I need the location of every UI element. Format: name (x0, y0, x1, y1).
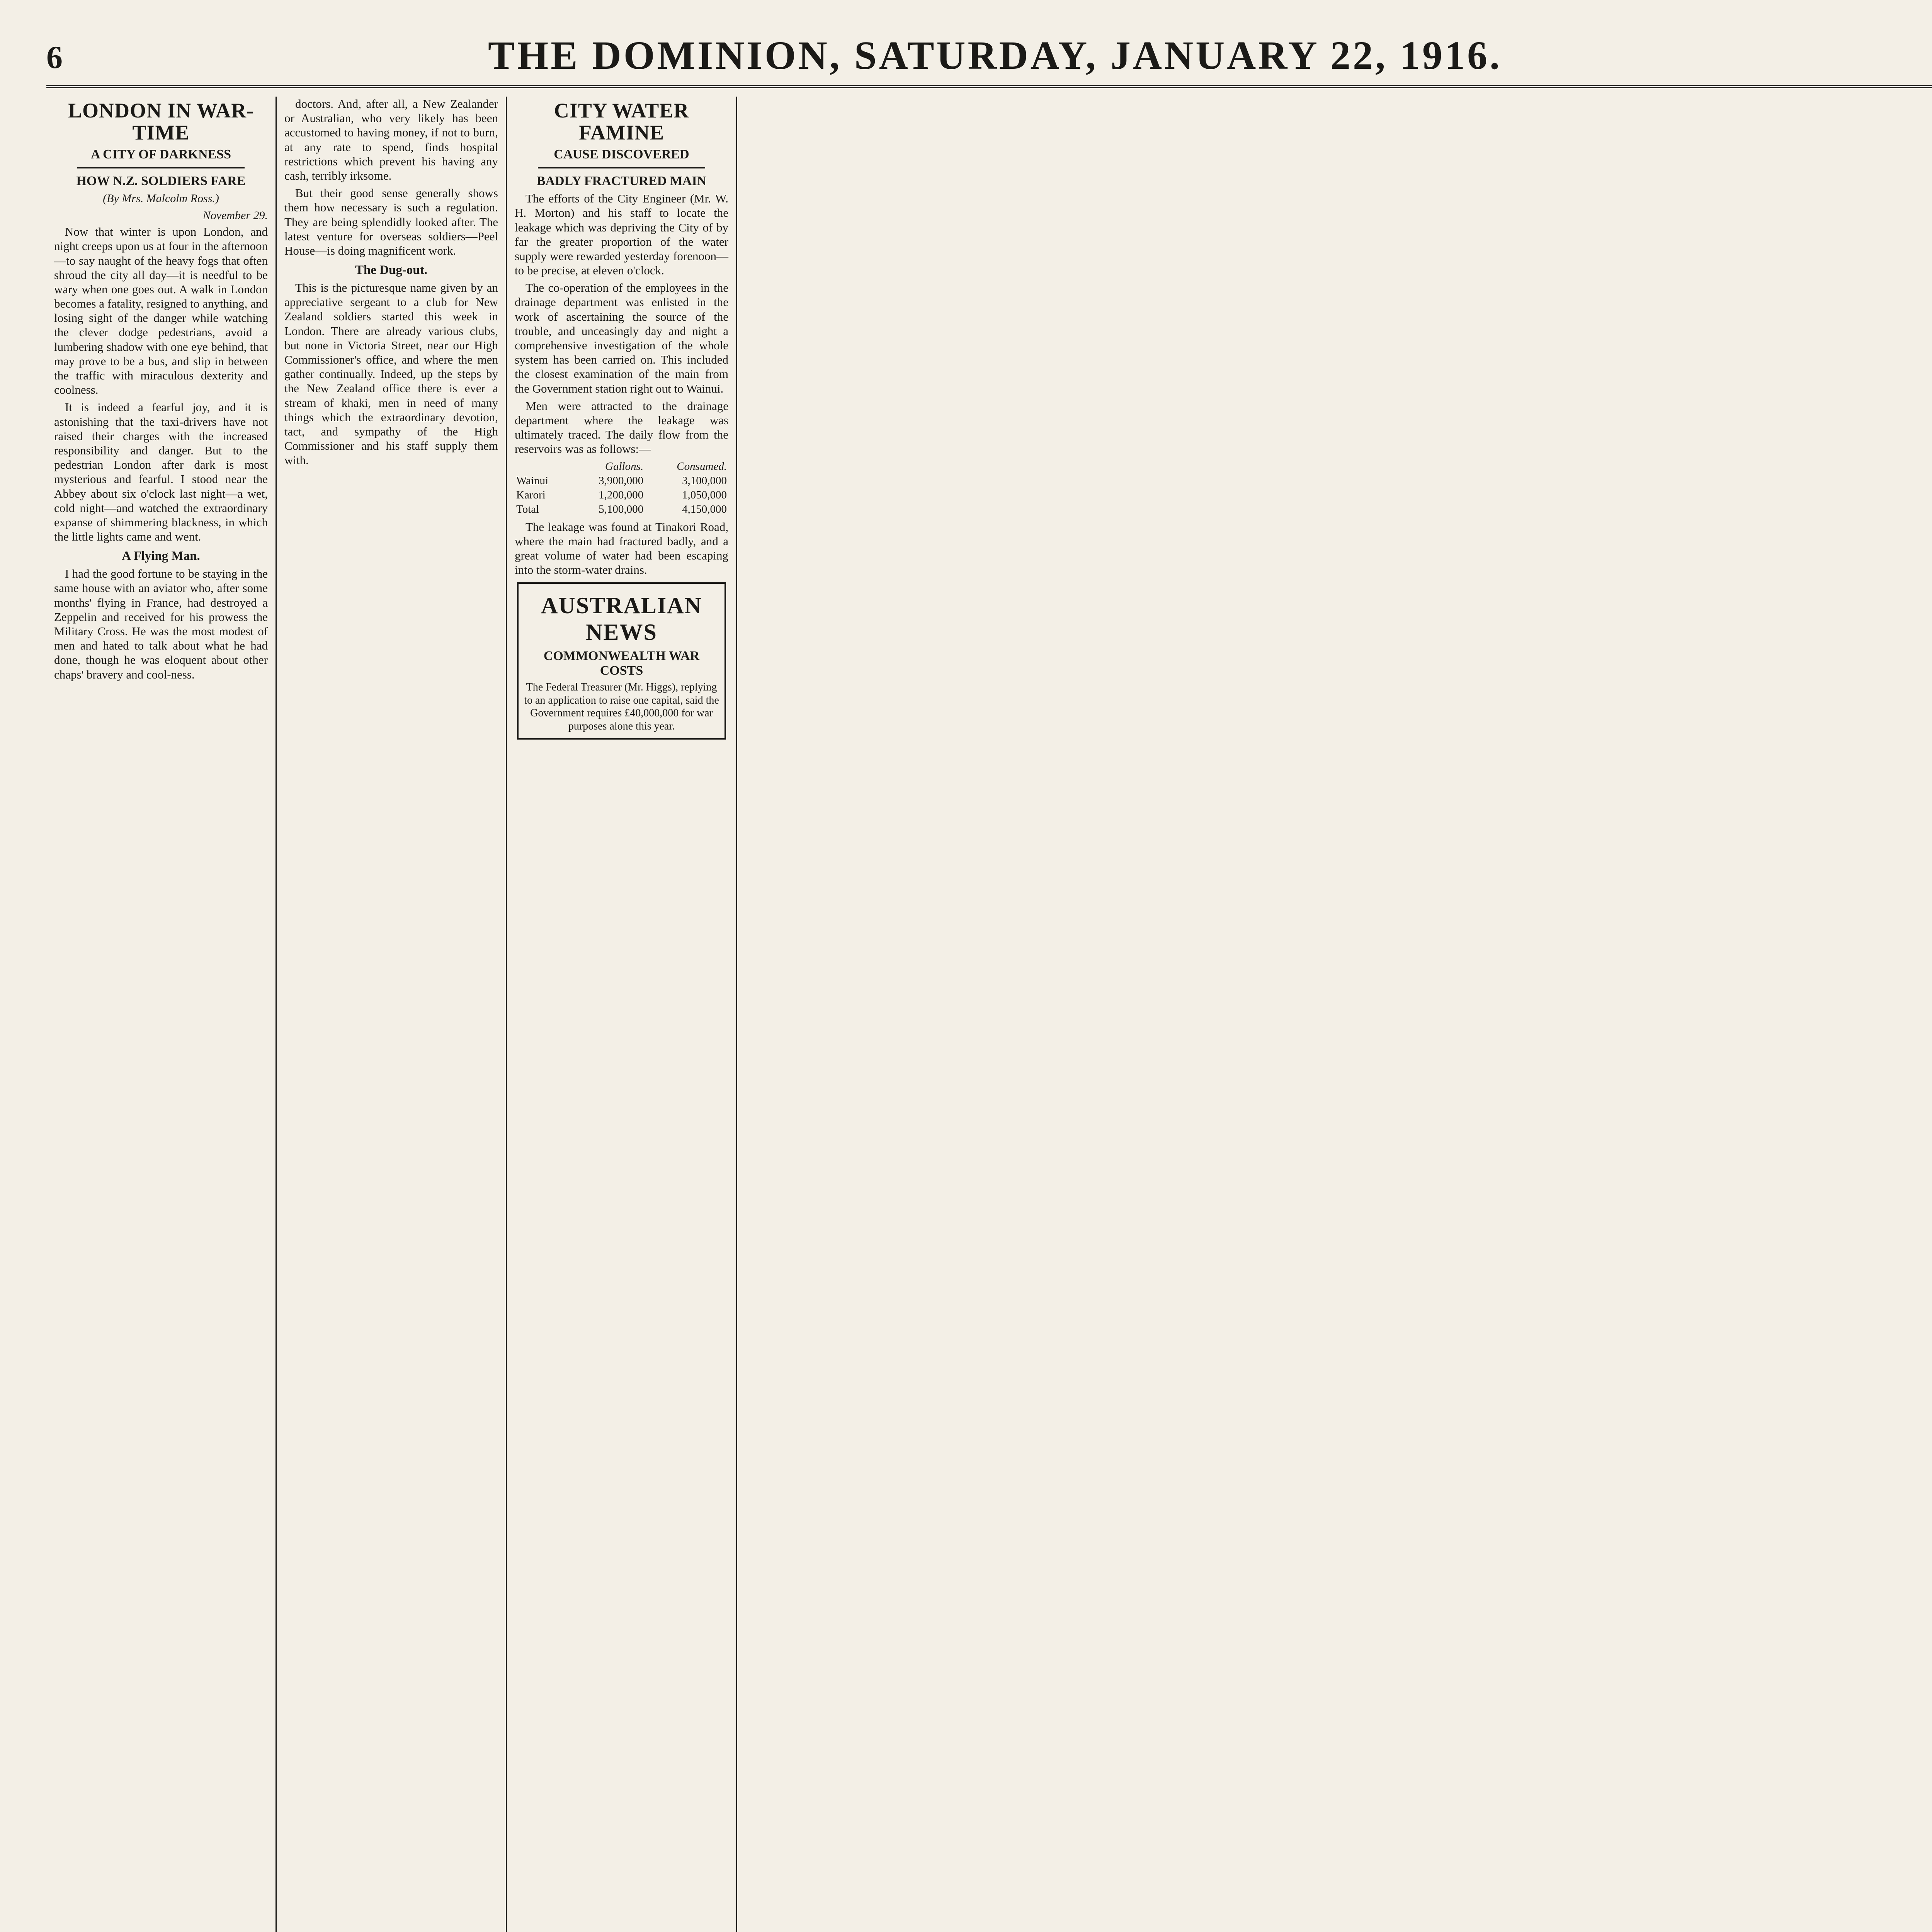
article-head-water: CITY WATER FAMINE (554, 99, 689, 144)
table-row: Total 5,100,000 4,150,000 (516, 503, 727, 515)
paragraph: I had the good fortune to be staying in the same house with an aviator who, after some months' flying in France, had destroyed a Zeppelin and received for his prowess the Military Cross. He was the most modest of men and hated to talk about what he had done, though he was eloquent about other chaps' bravery and cool-ness. (54, 567, 268, 681)
masthead (46, 27, 1932, 88)
article-sub-1: A CITY OF DARKNESS (90, 147, 231, 162)
ad-text: The Federal Treasurer (Mr. Higgs), replying to an application to raise one capital, said the Government requires £40,000,000 for war purposes alone this year. (524, 681, 719, 732)
paragraph: This is the picturesque name given by an appreciative sergeant to a club for New Zealand soldiers started this week in London. There are already various clubs, but none in Victoria Street, near our High Commissioner's office, and where the men gather continually. Indeed, up the steps by the New Zealand office there is ever a stream of khaki, men in need of many things which the extraordinary devotion, tact, and sympathy of the High Commissioner and his staff supply them with. (284, 281, 498, 467)
column-2 (277, 97, 507, 1932)
flow-table (515, 459, 728, 517)
byline: (By Mrs. Malcolm Ross.) (103, 192, 219, 205)
paragraph: But their good sense generally shows them how necessary is such a regulation. They are being splendidly looked after. The latest venture for overseas soldiers—Peel House—is doing magnificent work. (284, 186, 498, 257)
column-1 (46, 97, 277, 1932)
ad-title: AUSTRALIAN NEWS (541, 593, 702, 645)
paragraph: The co-operation of the employees in the drainage department was enlisted in the work of ascertaining the source of the trouble, and unceasingly day and night a comprehensive investigation of the whole system has been carried on. This included the closest examination of the main from the Government station right out to Wainui. (515, 281, 728, 395)
paragraph: Now that winter is upon London, and night creeps upon us at four in the afternoon—to say naught of the heavy fogs that often shroud the city all day—it is needful to be wary when one goes out. A walk in London becomes a fatality, resigned to anything, and losing sight of the danger while watching the clever dodge pedestrians, avoid a lumbering shadow with one eye behind, that may prove to be a bus, and slip in between the traffic with miraculous dexterity and coolness. (54, 225, 268, 397)
masthead-title: THE DOMINION, SATURDAY, JANUARY 22, 1916. (488, 33, 1502, 78)
article-sub-2: BADLY FRACTURED MAIN (536, 173, 707, 188)
table-row: Karori 1,200,000 1,050,000 (516, 488, 727, 501)
paragraph: doctors. And, after all, a New Zealander or Australian, who very likely has been accustomed to having money, if not to burn, at any rate to spend, finds hospital restrictions which prevent his having any cash, terribly irksome. (284, 97, 498, 182)
flow-header: Gallons. (605, 460, 644, 473)
subhead-dug-out: The Dug-out. (355, 263, 428, 277)
dateline: November 29. (202, 209, 268, 222)
flow-header: Consumed. (677, 460, 727, 473)
paragraph: It is indeed a fearful joy, and it is astonishing that the taxi-drivers have not raised their charges with the increased responsibility and danger. But to the pedestrian London after dark is most mysterious and fearful. I stood near the Abbey about six o'clock last night—a wet, cold night—and watched the extraordinary expanse of shimmering blackness, in which the little lights came and went. (54, 400, 268, 544)
column-3 (507, 97, 737, 1932)
article-sub-2: HOW N.Z. SOLDIERS FARE (76, 173, 246, 188)
paragraph: Men were attracted to the drainage department where the leakage was ultimately traced. The daily flow from the reservoirs was as follows:— (515, 399, 728, 456)
table-row: Wainui 3,900,000 3,100,000 (516, 474, 727, 487)
paragraph: The leakage was found at Tinakori Road, where the main had fractured badly, and a great volume of water had been escaping into the storm-water drains. (515, 520, 728, 577)
australian-news-box (517, 582, 726, 740)
subhead-flying-man: A Flying Man. (122, 549, 200, 563)
flow-header (515, 459, 570, 474)
paragraph: The efforts of the City Engineer (Mr. W. H. Morton) and his staff to locate the leakage which was depriving the City of by far the greater proportion of the water supply were rewarded yesterday forenoon—to be precise, at eleven o'clock. (515, 192, 728, 277)
article-sub-1: CAUSE DISCOVERED (554, 147, 689, 162)
ad-sub: COMMONWEALTH WAR COSTS (543, 649, 700, 678)
article-head-london: LONDON IN WAR-TIME (68, 99, 254, 144)
divider (77, 167, 245, 168)
divider (538, 167, 705, 168)
page-number: 6 (46, 39, 63, 75)
